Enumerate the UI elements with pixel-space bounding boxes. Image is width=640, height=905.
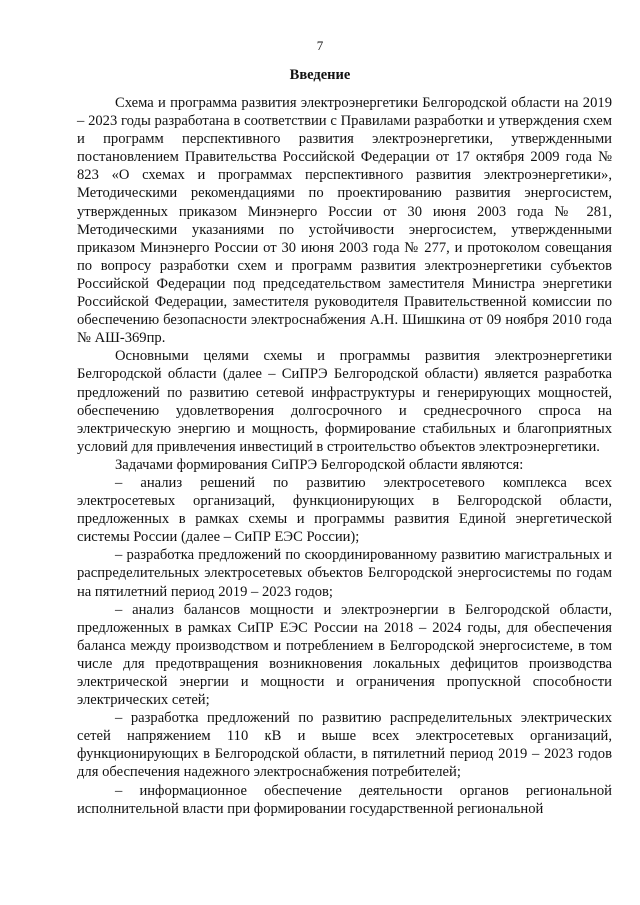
paragraph-tasks-intro: Задачами формирования СиПРЭ Белгородской области являются: — [115, 456, 524, 473]
task-list-item: – анализ решений по развитию электросетевого комплекса всех электросетевых организаций, функционирующих в Белгородской области, предложенных в рамках схемы и программы развития Единой энергетической системы России (далее – СиПР ЕЭС России); — [77, 474, 612, 546]
paragraph-goals: Основными целями схемы и программы развития электроэнергетики Белгородской области (далее – СиПРЭ Белгородской области) является разработка предложений по развитию сетевой инфраструктуры и генерирующих мощностей, обеспечению удовлетворения долгосрочного и среднесрочного спроса на электрическую энергию и мощность, формирование стабильных и благоприятных условий для привлечения инвестиций в строительство объектов электроэнергетики. — [77, 348, 612, 455]
task-list-item: – информационное обеспечение деятельности органов региональной исполнительной власти при формировании государственной региональной — [77, 782, 612, 817]
document-body — [77, 94, 612, 818]
paragraph-scheme-basis: Схема и программа развития электроэнергетики Белгородской области на 2019 – 2023 годы разработана в соответствии с Правилами разработки и утверждения схем и программ перспективного развития электроэнергетики, утвержденными постановлением Правительства Российской Федерации от 17 октября 2009 года № 823 «О схемах и программах перспективного развития электроэнергетики», Методическими рекомендациями по проектированию развития энергосистем, утвержденных приказом Минэнерго России от 30 июня 2003 года № 281, Методическими указаниями по устойчивости энергосистем, утвержденными приказом Минэнерго России от 30 июня 2003 года № 277, и протоколом совещания по вопросу разработки схем и программ развития электроэнергетики субъектов Российской Федерации под председательством заместителя Министра энергетики Российской Федерации, заместителя руководителя Правительственной комиссии по обеспечению безопасности электроснабжения А.Н. Шишкина от 09 ноября 2010 года № АШ-369пр. — [77, 95, 612, 347]
section-title: Введение — [289, 67, 351, 83]
task-list-item: – анализ балансов мощности и электроэнергии в Белгородской области, предложенных в рамках СиПР ЕЭС России на 2018 – 2024 годы, для обеспечения баланса между производством и потреблением в Белгородской энергосистеме, в том числе для предотвращения возникновения локальных дефицитов производства электрической энергии и мощности и ограничения пропускной способности электрических сетей; — [77, 601, 612, 709]
task-list-item: – разработка предложений по развитию распределительных электрических сетей напряжением 110 кВ и выше всех электросетевых организаций, функционирующих в Белгородской области, в пятилетний период 2019 – 2023 годов для обеспечения надежного электроснабжения потребителей; — [77, 710, 612, 781]
task-list-item: – разработка предложений по скоординированному развитию магистральных и распределительных электросетевых объектов Белгородской энергосистемы по годам на пятилетний период 2019 – 2023 годов; — [77, 547, 612, 600]
page-number: 7 — [316, 38, 324, 53]
